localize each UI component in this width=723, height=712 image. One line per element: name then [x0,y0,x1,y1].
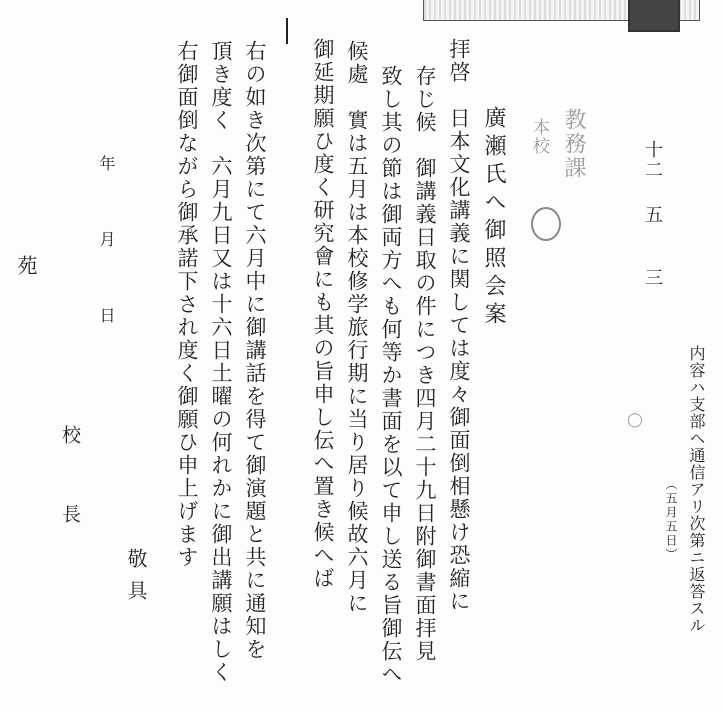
office-stamp-2: 本校 [529,118,549,156]
body-line-8: 右御面倒ながら御承諾下され度く御願ひ申上げます [175,40,199,569]
body-line-1: 拝啓 日本文化講義に関しては度々御面倒相懸け恐縮に [447,38,471,613]
closing-sender: 校長 [59,425,81,583]
date-month: 十二 [642,140,663,180]
addressee-name: 苑 [14,255,38,277]
body-line-2: 存じ候 御講義日取の件につき四月二十九日附御書面拝見 [413,65,437,663]
oval-seal-icon [531,207,561,241]
body-line-6: 右の如き次第にて六月中に御講話を得て御演題と共に通知を [243,40,267,661]
vertical-rule [286,18,288,44]
routing-note-date: （五月五日） [664,478,678,562]
body-line-4: 候處 實は五月は本校修学旅行期に当り居り候故六月に [345,40,369,615]
date-numeral: 三 [642,268,663,288]
body-line-3: 致し其の節は御両方へも何等か書面を以て申し送る旨御伝へ [379,65,403,686]
office-stamp-1: 教務課 [561,108,586,180]
top-seal-icon [628,0,680,32]
body-line-7: 頂き度く 六月九日又は十六日土曜の何れかに御出講願はしく [209,40,233,684]
routing-note: 内容ハ支部ヘ通信アリ次第ニ返答スル [687,345,706,634]
body-line-5: 御延期願ひ度く研究會にも其の旨申し伝へ置き候へば [311,38,335,590]
small-stamp-mark: ◯ [627,412,643,430]
closing-formula: 敬具 [124,548,148,612]
date-day: 五 [642,205,663,225]
document-subject: 廣瀬氏へ御照会案 [481,106,506,330]
closing-date: 年 月 日 [97,155,116,345]
